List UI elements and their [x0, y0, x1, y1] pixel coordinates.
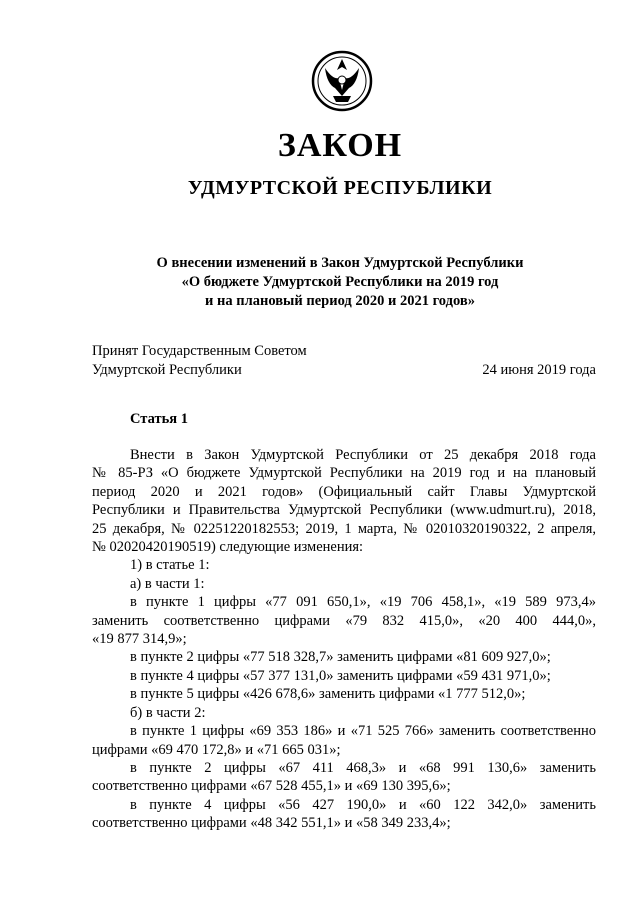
body-line: в пункте 2 цифры «77 518 328,7» заменить цифрами «81 609 927,0»; — [130, 649, 551, 666]
emblem-icon — [311, 50, 373, 112]
law-subtitle: УДМУРТСКОЙ РЕСПУБЛИКИ — [187, 177, 493, 199]
law-title: ЗАКОН — [277, 127, 403, 164]
adopted-date: 24 июня 2019 года — [482, 362, 596, 378]
body-line: а) в части 1: — [130, 575, 205, 592]
body-line: соответственно цифрами «48 342 551,1» и «58 349 233,4»; — [92, 815, 451, 832]
adopted-by-line: Принят Государственным Советом — [92, 343, 307, 359]
body-line: в пункте 1 цифры «77 091 650,1», «19 706 458,1», «19 589 973,4» — [130, 594, 596, 611]
amendment-title-line: и на плановый период 2020 и 2021 годов» — [205, 293, 475, 309]
body-line: период 2020 и 2021 годов» (Официальный сайт Главы Удмуртской — [92, 483, 596, 500]
body-line: в пункте 1 цифры «69 353 186» и «71 525 766» заменить соответственно — [130, 723, 596, 740]
body-line: «19 877 314,9»; — [92, 631, 187, 648]
body-line: в пункте 4 цифры «56 427 190,0» и «60 122 342,0» заменить — [130, 796, 596, 813]
article-body — [92, 446, 596, 833]
body-line: соответственно цифрами «67 528 455,1» и «69 130 395,6»; — [92, 778, 451, 795]
amendment-title-line: «О бюджете Удмуртской Республики на 2019 год — [181, 274, 499, 290]
amendment-title-line: О внесении изменений в Закон Удмуртской Республики — [156, 255, 524, 271]
body-line: в пункте 4 цифры «57 377 131,0» заменить цифрами «59 431 971,0»; — [130, 667, 551, 684]
adopted-by-line: Удмуртской Республики — [92, 362, 242, 378]
adopted-by — [92, 342, 307, 380]
body-line: № 85-РЗ «О бюджете Удмуртской Республики на 2019 год и на плановый — [92, 465, 596, 482]
body-line: 25 декабря, № 02251220182553; 2019, 1 марта, № 02010320190322, 2 апреля, — [92, 520, 596, 537]
body-line: Республики и Правительства Удмуртской Республики (www.udmurt.ru), 2018, — [92, 502, 596, 519]
amendment-title — [0, 254, 640, 311]
body-line: 1) в статье 1: — [130, 557, 210, 574]
body-line: заменить соответственно цифрами «79 832 415,0», «20 400 444,0», — [92, 612, 596, 629]
body-line: б) в части 2: — [130, 704, 206, 721]
body-line: № 02020420190519) следующие изменения: — [92, 539, 364, 556]
body-line: цифрами «69 470 172,8» и «71 665 031»; — [92, 741, 341, 758]
body-line: в пункте 2 цифры «67 411 468,3» и «68 991 130,6» заменить — [130, 759, 596, 776]
body-line: в пункте 5 цифры «426 678,6» заменить цифрами «1 777 512,0»; — [130, 686, 526, 703]
body-line: Внести в Закон Удмуртской Республики от 25 декабря 2018 года — [130, 447, 596, 463]
article-heading: Статья 1 — [130, 411, 188, 427]
